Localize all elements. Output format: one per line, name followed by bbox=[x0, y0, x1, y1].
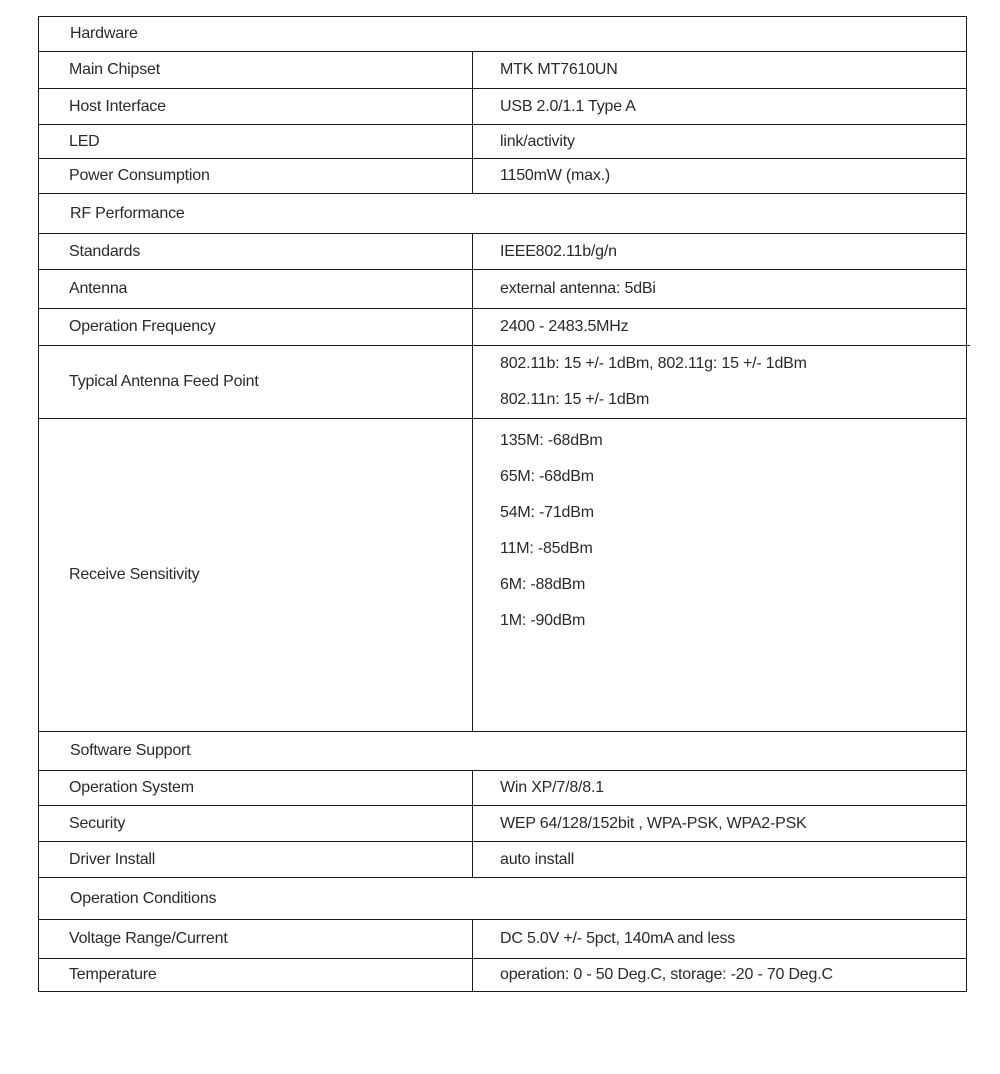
value-line: 135M: -68dBm bbox=[500, 432, 603, 449]
row-value: USB 2.0/1.1 Type A bbox=[473, 89, 967, 125]
table-row bbox=[39, 270, 967, 309]
row-label: Receive Sensitivity bbox=[39, 419, 473, 732]
value-line: 6M: -88dBm bbox=[500, 576, 586, 593]
value-line: 11M: -85dBm bbox=[500, 540, 593, 557]
row-value: DC 5.0V +/- 5pct, 140mA and less bbox=[473, 920, 967, 959]
spec-table bbox=[38, 16, 967, 992]
row-value: link/activity bbox=[473, 125, 967, 159]
row-label: Host Interface bbox=[39, 89, 473, 125]
table-row bbox=[39, 419, 967, 732]
row-value: 1150mW (max.) bbox=[473, 159, 967, 194]
row-value: IEEE802.11b/g/n bbox=[473, 234, 967, 270]
row-value: auto install bbox=[473, 842, 967, 878]
row-value: Win XP/7/8/8.1 bbox=[473, 771, 967, 806]
row-value: external antenna: 5dBi bbox=[473, 270, 967, 309]
table-row bbox=[39, 159, 967, 194]
row-label: LED bbox=[39, 125, 473, 159]
row-label: Operation System bbox=[39, 771, 473, 806]
section-header-row bbox=[39, 732, 967, 771]
table-row bbox=[39, 309, 967, 346]
table-row bbox=[39, 771, 967, 806]
row-label: Security bbox=[39, 806, 473, 842]
section-title-rf-performance: RF Performance bbox=[39, 194, 967, 234]
row-label: Standards bbox=[39, 234, 473, 270]
section-title-software-support: Software Support bbox=[39, 732, 967, 771]
table-row bbox=[39, 234, 967, 270]
row-values bbox=[473, 419, 967, 732]
section-header-row bbox=[39, 194, 967, 234]
section-title-operation-conditions: Operation Conditions bbox=[39, 878, 967, 920]
table-row bbox=[39, 806, 967, 842]
row-value: WEP 64/128/152bit , WPA-PSK, WPA2-PSK bbox=[473, 806, 967, 842]
row-label: Operation Frequency bbox=[39, 309, 473, 346]
table-row bbox=[39, 959, 967, 992]
section-header-row bbox=[39, 17, 967, 52]
table-row bbox=[39, 125, 967, 159]
value-line: 54M: -71dBm bbox=[500, 504, 594, 521]
table-row bbox=[39, 346, 967, 419]
section-title-hardware: Hardware bbox=[39, 17, 967, 52]
row-label: Antenna bbox=[39, 270, 473, 309]
row-label: Voltage Range/Current bbox=[39, 920, 473, 959]
row-value: 2400 - 2483.5MHz bbox=[473, 309, 967, 346]
row-label: Main Chipset bbox=[39, 52, 473, 89]
row-label: Typical Antenna Feed Point bbox=[39, 346, 473, 419]
row-values bbox=[473, 346, 967, 419]
value-line: 802.11b: 15 +/- 1dBm, 802.11g: 15 +/- 1dBm bbox=[500, 355, 807, 372]
value-line: 802.11n: 15 +/- 1dBm bbox=[500, 391, 650, 408]
row-value: MTK MT7610UN bbox=[473, 52, 967, 89]
table-row bbox=[39, 52, 967, 89]
divider-tick bbox=[966, 345, 970, 346]
section-header-row bbox=[39, 878, 967, 920]
row-value: operation: 0 - 50 Deg.C, storage: -20 - 70 Deg.C bbox=[473, 959, 967, 992]
row-label: Temperature bbox=[39, 959, 473, 992]
row-label: Power Consumption bbox=[39, 159, 473, 194]
table-row bbox=[39, 920, 967, 959]
table-row bbox=[39, 842, 967, 878]
row-label: Driver Install bbox=[39, 842, 473, 878]
table-row bbox=[39, 89, 967, 125]
value-line: 1M: -90dBm bbox=[500, 612, 586, 629]
value-line: 65M: -68dBm bbox=[500, 468, 594, 485]
